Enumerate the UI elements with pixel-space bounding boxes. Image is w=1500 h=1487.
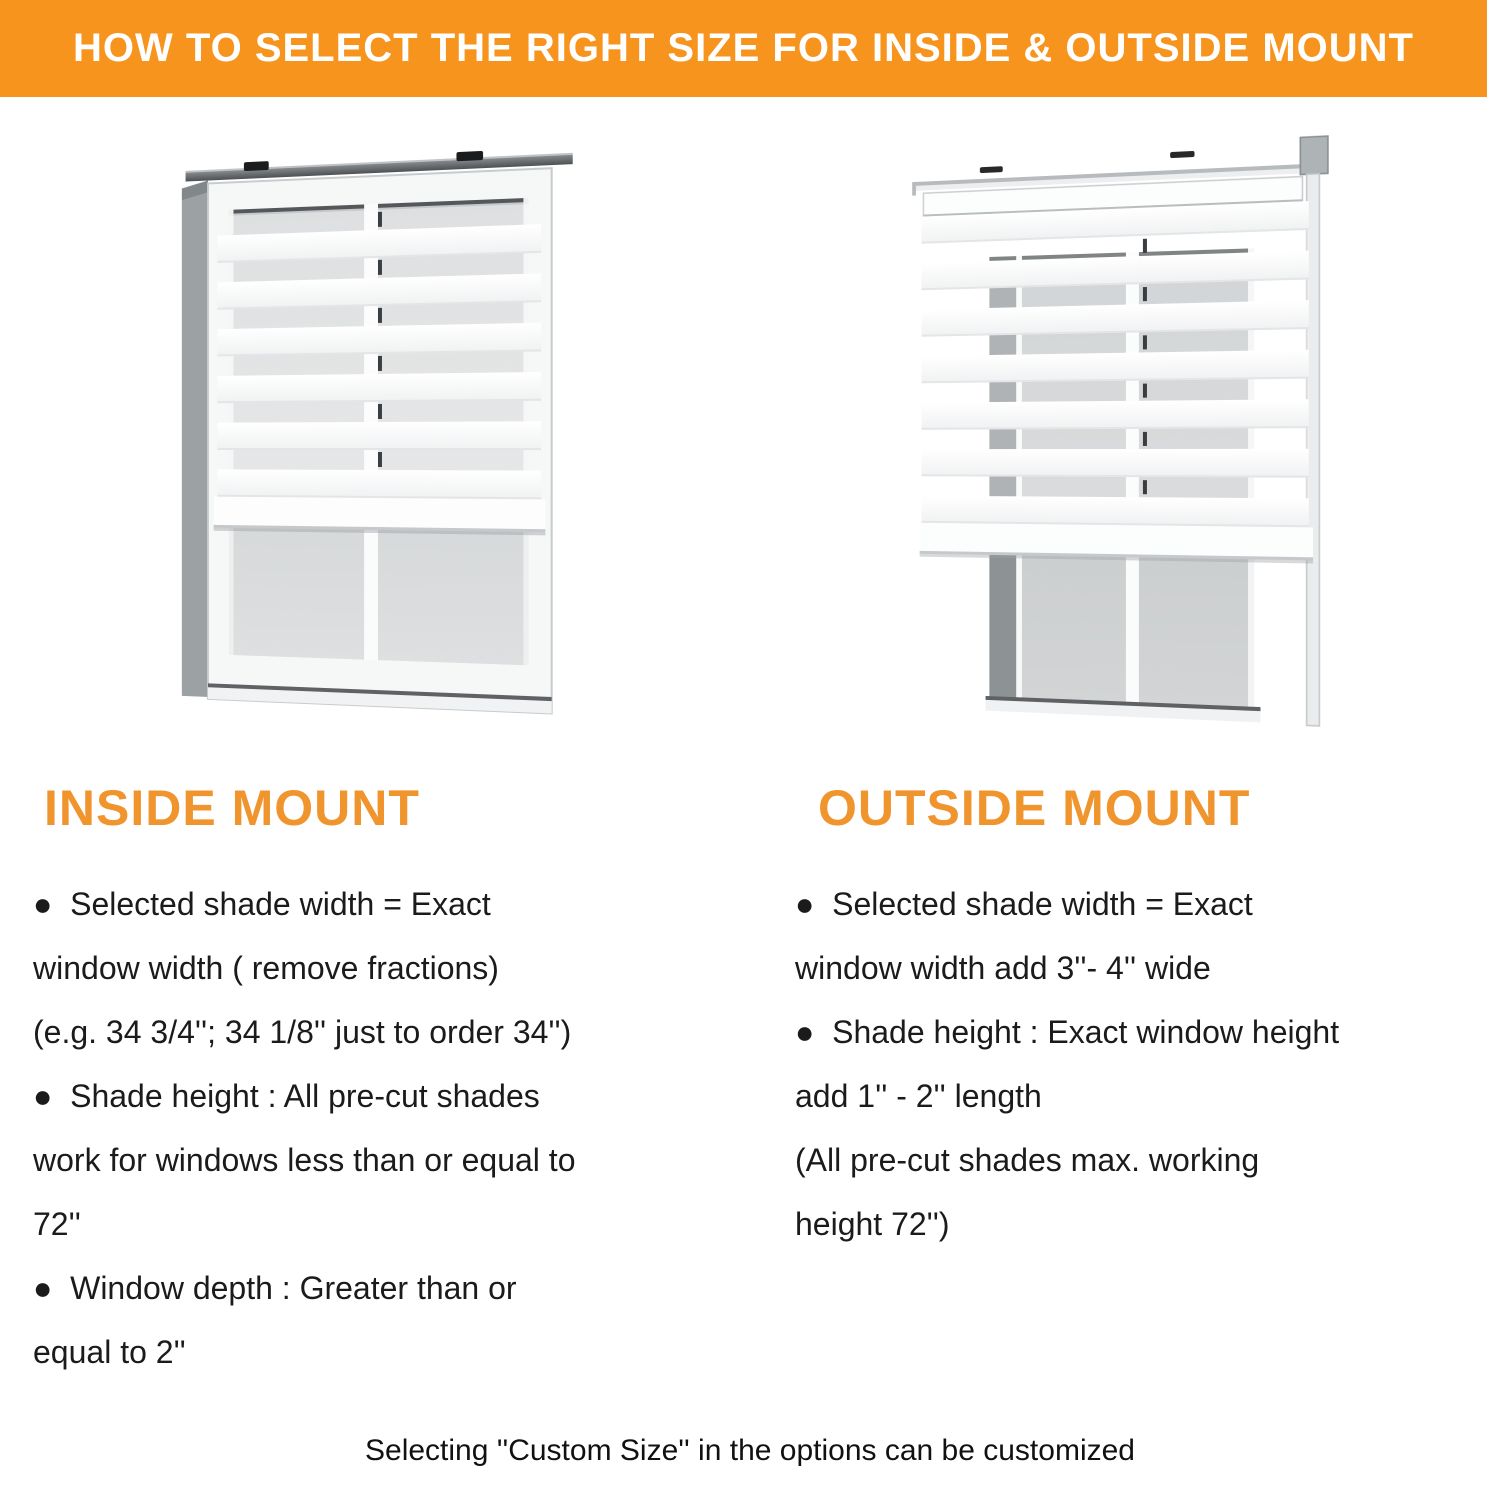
note-line: ● Selected shade width = Exact	[33, 886, 491, 922]
shade-bottom-bar	[920, 523, 1313, 564]
note-line: 72''	[33, 1206, 81, 1242]
inside-mount-illustration	[168, 150, 583, 745]
end-cap	[1300, 136, 1328, 175]
page-title: HOW TO SELECT THE RIGHT SIZE FOR INSIDE & OUTSIDE MOUNT	[73, 26, 1414, 70]
note-line: window width add 3''- 4'' wide	[795, 950, 1211, 986]
outside-mount-window-zebra-shade-icon	[907, 134, 1329, 774]
inside-mount-notes	[33, 872, 748, 1384]
custom-size-note: Selecting ''Custom Size'' in the options can be customized	[365, 1434, 1135, 1467]
note-line: (All pre-cut shades max. working	[795, 1142, 1260, 1178]
banner	[0, 0, 1487, 97]
note-line: equal to 2''	[33, 1334, 186, 1370]
shade-bottom-bar	[214, 497, 546, 536]
zebra-shade-bands	[920, 176, 1313, 563]
note-line: ● Selected shade width = Exact	[795, 886, 1253, 922]
outside-mount-illustration	[898, 145, 1323, 763]
inside-mount-heading: INSIDE MOUNT	[44, 780, 420, 836]
mounting-bracket-icon	[456, 151, 483, 161]
note-line: (e.g. 34 3/4''; 34 1/8'' just to order 34'')	[33, 1014, 572, 1050]
mounting-bracket-icon	[1170, 151, 1194, 158]
outside-mount-heading: OUTSIDE MOUNT	[818, 780, 1251, 836]
zebra-shade-bands	[214, 203, 546, 535]
mounting-bracket-icon	[244, 161, 269, 171]
note-line: ● Window depth : Greater than or	[33, 1270, 517, 1306]
note-line: add 1'' - 2'' length	[795, 1078, 1042, 1114]
note-line: ● Shade height : All pre-cut shades	[33, 1078, 540, 1114]
note-line: window width ( remove fractions)	[33, 950, 499, 986]
note-line: ● Shade height : Exact window height	[795, 1014, 1340, 1050]
inside-mount-window-zebra-shade-icon	[176, 140, 588, 756]
mounting-bracket-icon	[980, 166, 1003, 173]
note-line: work for windows less than or equal to	[33, 1142, 576, 1178]
note-line: height 72'')	[795, 1206, 950, 1242]
outside-mount-notes	[795, 872, 1495, 1256]
